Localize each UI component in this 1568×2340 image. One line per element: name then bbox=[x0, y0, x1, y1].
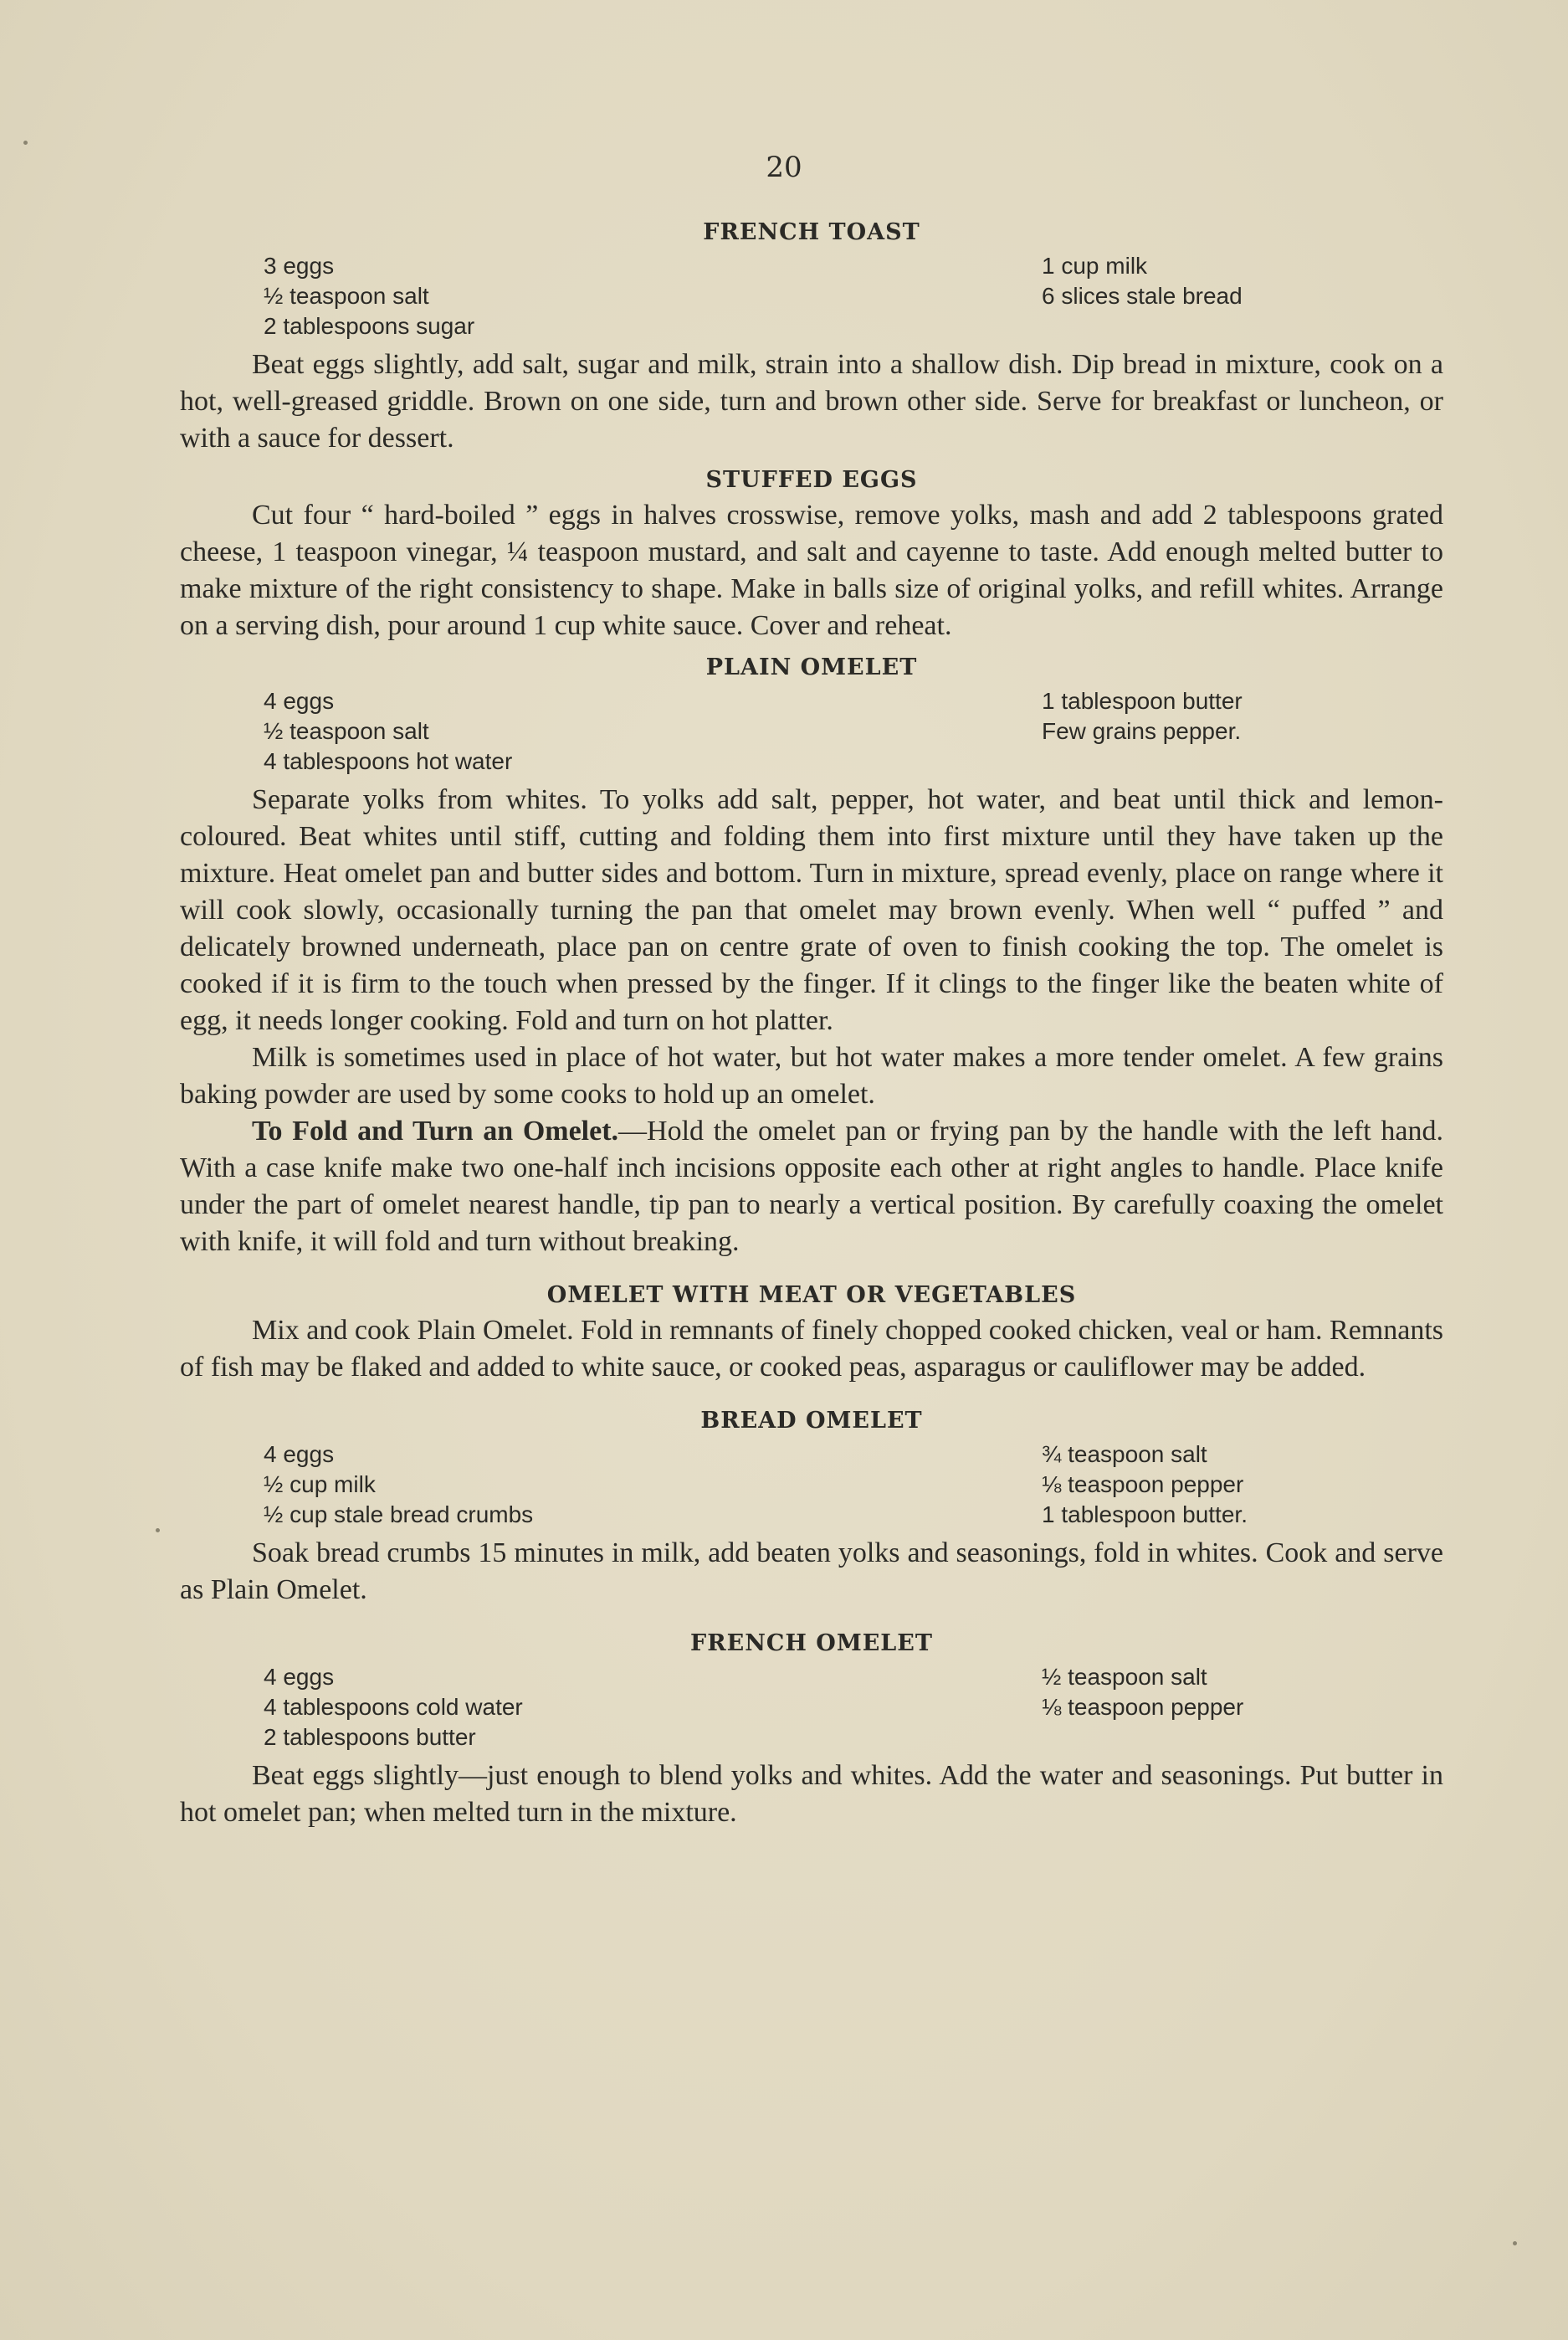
recipe-bread-omelet bbox=[180, 1404, 1443, 1609]
recipe-instructions: Beat eggs slightly, add salt, sugar and milk, strain into a shallow dish. Dip bread in mixture, cook on a hot, well-greased griddle. Brown on one side, turn and brown other side. Serve for breakfast or luncheon, or with a sauce for dessert. bbox=[180, 349, 1443, 454]
ingredient: 3 eggs bbox=[264, 253, 335, 279]
ingredient: 1 cup milk bbox=[1042, 253, 1148, 279]
ingredients-left bbox=[180, 1439, 533, 1530]
ingredients-left bbox=[180, 251, 474, 341]
ingredients-left bbox=[180, 1662, 523, 1752]
recipe-title: OMELET WITH MEAT OR VEGETABLES bbox=[546, 1282, 1077, 1308]
ingredient: 4 eggs bbox=[264, 688, 335, 714]
paper-speck bbox=[156, 1528, 160, 1532]
ingredient: 1 tablespoon butter. bbox=[1042, 1501, 1248, 1527]
ingredient: 4 tablespoons hot water bbox=[264, 748, 513, 774]
ingredients-right bbox=[1042, 251, 1443, 341]
recipe-french-omelet bbox=[180, 1627, 1443, 1831]
ingredient-list bbox=[180, 1439, 1443, 1530]
recipe-omelet-meat-vegetables bbox=[180, 1279, 1443, 1386]
ingredients-right bbox=[1042, 1662, 1443, 1752]
ingredient: ⅛ teaspoon pepper bbox=[1042, 1694, 1244, 1720]
ingredient: 1 tablespoon butter bbox=[1042, 688, 1243, 714]
ingredient: 2 tablespoons sugar bbox=[264, 313, 475, 339]
ingredient-list bbox=[180, 251, 1443, 341]
recipe-french-toast bbox=[180, 216, 1443, 457]
page-number: 20 bbox=[766, 151, 802, 184]
ingredients-right bbox=[1042, 1439, 1443, 1530]
ingredient-list bbox=[180, 1662, 1443, 1752]
recipe-instructions: Beat eggs slightly—just enough to blend yolks and whites. Add the water and seasonings. Put butter in hot omelet pan; when melted turn in the mixture. bbox=[180, 1760, 1443, 1828]
tip-text: —Hold the omelet pan or frying pan by the handle with the left hand. With a case knife make two one-half inch incisions opposite each other at right angles to handle. Place knife under the part of omelet nearest handle, tip pan to nearly a vertical position. By carefully coaxing the omelet with knife, it will fold and turn without breaking. bbox=[180, 1116, 1443, 1257]
recipe-title: BREAD OMELET bbox=[700, 1408, 923, 1434]
recipe-title: STUFFED EGGS bbox=[705, 467, 918, 493]
ingredient-list bbox=[180, 686, 1443, 777]
ingredient: ½ teaspoon salt bbox=[264, 718, 429, 744]
ingredients-left bbox=[180, 686, 512, 777]
paper-speck bbox=[1513, 2241, 1517, 2245]
recipe-title: FRENCH TOAST bbox=[703, 219, 920, 245]
tip-heading: To Fold and Turn an Omelet. bbox=[252, 1116, 619, 1147]
recipe-instructions: Cut four “ hard-boiled ” eggs in halves crosswise, remove yolks, mash and add 2 tablespoons grated cheese, 1 teaspoon vinegar, ¼ teaspoon mustard, and salt and cayenne to taste. Add enough melted butter to make mixture of the right consistency to shape. Make in balls size of original yolks, and refill whites. Arrange on a serving dish, pour around 1 cup white sauce. Cover and reheat. bbox=[180, 500, 1443, 641]
ingredient: ¾ teaspoon salt bbox=[1042, 1441, 1207, 1467]
recipe-instructions: Mix and cook Plain Omelet. Fold in remnants of finely chopped cooked chicken, veal or ham. Remnants of fish may be flaked and added to white sauce, or cooked peas, asparagus or cauliflower may be added. bbox=[180, 1315, 1443, 1383]
recipe-instructions: Separate yolks from whites. To yolks add salt, pepper, hot water, and beat until thick and lemon-coloured. Beat whites until stiff, cutting and folding them into first mixture until they have taken up the mixture. Heat omelet pan and butter sides and bottom. Turn in mixture, spread evenly, place on range where it will cook slowly, occasionally turning the pan that omelet may brown evenly. When well “ puffed ” and delicately browned underneath, place pan on centre grate of oven to finish cooking the top. The omelet is cooked if it is firm to the touch when pressed by the finger. If it clings to the finger like the beaten white of egg, it needs longer cooking. Fold and turn on hot platter. bbox=[180, 784, 1443, 1036]
recipe-tip bbox=[180, 1113, 1443, 1260]
ingredient: ½ cup stale bread crumbs bbox=[264, 1501, 534, 1527]
ingredient: ⅛ teaspoon pepper bbox=[1042, 1471, 1244, 1497]
ingredient: ½ teaspoon salt bbox=[1042, 1664, 1207, 1690]
recipe-plain-omelet bbox=[180, 651, 1443, 1260]
ingredient: 2 tablespoons butter bbox=[264, 1724, 476, 1750]
ingredient: 6 slices stale bread bbox=[1042, 283, 1243, 309]
ingredients-right bbox=[1042, 686, 1443, 777]
paper-speck bbox=[23, 141, 28, 145]
recipe-instructions: Soak bread crumbs 15 minutes in milk, add beaten yolks and seasonings, fold in whites. Cook and serve as Plain Omelet. bbox=[180, 1537, 1443, 1605]
recipe-stuffed-eggs bbox=[180, 464, 1443, 644]
ingredient: ½ cup milk bbox=[264, 1471, 376, 1497]
ingredient: 4 tablespoons cold water bbox=[264, 1694, 523, 1720]
ingredient: 4 eggs bbox=[264, 1441, 335, 1467]
ingredient: Few grains pepper. bbox=[1042, 718, 1242, 744]
recipe-title: FRENCH OMELET bbox=[690, 1630, 933, 1656]
page-content bbox=[180, 216, 1443, 1831]
ingredient: ½ teaspoon salt bbox=[264, 283, 429, 309]
ingredient: 4 eggs bbox=[264, 1664, 335, 1690]
recipe-note: Milk is sometimes used in place of hot water, but hot water makes a more tender omelet. A few grains baking powder are used by some cooks to hold up an omelet. bbox=[180, 1042, 1443, 1110]
recipe-title: PLAIN OMELET bbox=[705, 654, 918, 680]
